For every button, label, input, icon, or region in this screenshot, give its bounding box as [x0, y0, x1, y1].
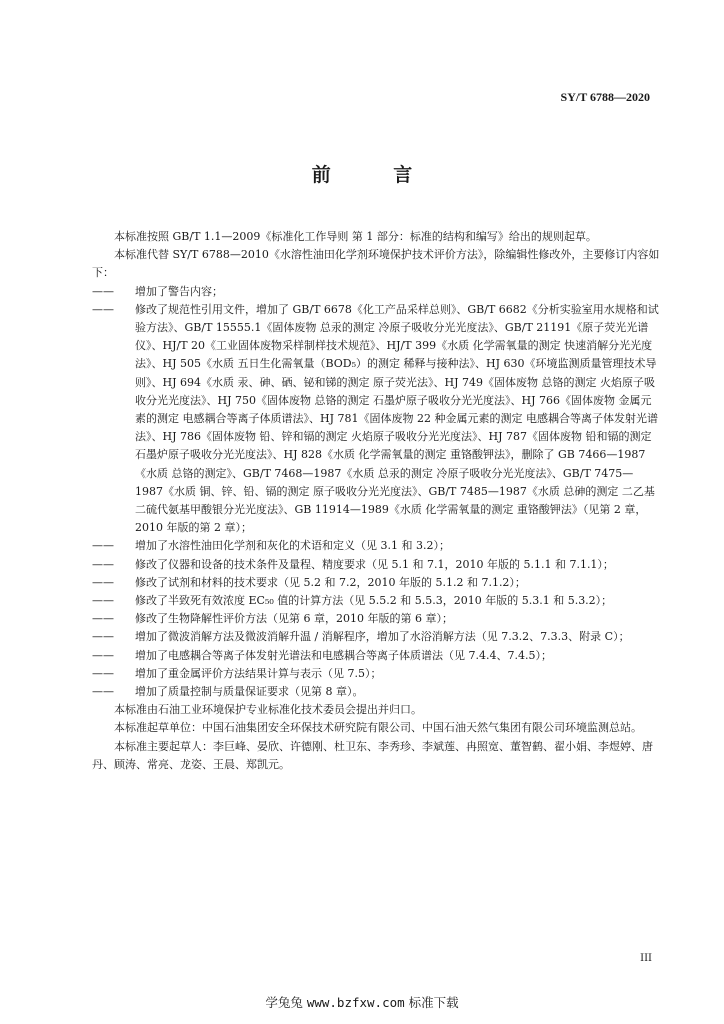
change-item: —— 增加了微波消解方法及微波消解升温 / 消解程序，增加了水浴消解方法（见 7.3.2、7.3.3、附录 C）；: [92, 628, 660, 646]
change-item: —— 修改了试剂和材料的技术要求（见 5.2 和 7.2，2010 年版的 5.1.2 和 7.1.2）；: [92, 574, 660, 592]
change-item: —— 修改了半致死有效浓度 EC₅₀ 值的计算方法（见 5.5.2 和 5.5.3，2010 年版的 5.3.1 和 5.3.2）；: [92, 592, 660, 610]
standard-number: SY/T 6788—2020: [560, 90, 650, 104]
dash-marker: ——: [92, 575, 114, 589]
change-item: —— 增加了电感耦合等离子体发射光谱法和电感耦合等离子体质谱法（见 7.4.4、7.4.5）；: [92, 647, 660, 665]
paragraph-replacement: 本标准代替 SY/T 6788—2010《水溶性油田化学剂环境保护技术评价方法》，除编辑性修改外，主要修订内容如下：: [92, 248, 660, 280]
change-item: —— 增加了水溶性油田化学剂和灰化的术语和定义（见 3.1 和 3.2）；: [92, 537, 660, 555]
footer-watermark: [0, 993, 724, 1011]
dash-marker: ——: [92, 594, 114, 608]
page-title: 前 言: [311, 164, 441, 186]
dash-marker: ——: [92, 284, 114, 298]
page-number: III: [640, 953, 652, 964]
change-item: —— 增加了质量控制与质量保证要求（见第 8 章）。: [92, 683, 660, 701]
footer-tagline: 标准下载: [408, 995, 459, 1010]
change-item: —— 修改了生物降解性评价方法（见第 6 章，2010 年版的第 6 章）；: [92, 610, 660, 628]
paragraph-drafting-units: 本标准起草单位：中国石油集团安全环保技术研究院有限公司、中国石油天然气集团有限公司环境监测总站。: [114, 721, 642, 735]
foreword-body: [92, 228, 660, 774]
change-item: —— 增加了警告内容；: [92, 283, 660, 301]
dash-marker: ——: [92, 648, 114, 662]
dash-marker: ——: [92, 302, 114, 316]
paragraph-drafting-rules: 本标准按照 GB/T 1.1—2009《标准化工作导则 第 1 部分：标准的结构和编写》给出的规则起草。: [114, 230, 597, 243]
dash-marker: ——: [92, 685, 114, 699]
change-list: [92, 283, 660, 702]
dash-marker: ——: [92, 539, 114, 553]
dash-marker: ——: [92, 557, 114, 571]
dash-marker: ——: [92, 666, 114, 680]
paragraph-proposer: 本标准由石油工业环境保护专业标准化技术委员会提出并归口。: [114, 703, 422, 717]
footer-site-name: 学兔兔: [265, 995, 303, 1010]
dash-marker: ——: [92, 630, 114, 644]
change-item: —— 修改了仪器和设备的技术条件及量程、精度要求（见 5.1 和 7.1，2010 年版的 5.1.1 和 7.1.1）；: [92, 556, 660, 574]
footer-url: www.bzfxw.com: [306, 995, 405, 1010]
paragraph-drafters: 本标准主要起草人：李巨峰、晏欣、许德刚、杜卫东、李秀珍、李斌莲、冉照宽、董智鹤、翟小娟、李煜婷、唐丹、顾涛、常亮、龙姿、王晨、郑凯元。: [92, 739, 653, 771]
dash-marker: ——: [92, 612, 114, 626]
change-item: —— 修改了规范性引用文件，增加了 GB/T 6678《化工产品采样总则》、GB/T 6682《分析实验室用水规格和试验方法》、GB/T 15555.1《固体废物 总汞的测定 冷原子吸收分光光度法》、GB/T 21191《原子荧光光谱仪》、HJ/T 20《工业固体废物采样制样技术规范》、HJ/T 399《水质 化学需氧量的测定 快速消解分光光度法》、HJ 505《水质 五日生化需氧量（BOD₅）的测定 稀释与接种法》、HJ 630《环境监测质量管理技术导则》、HJ 694《水质 汞、砷、硒、铋和锑的测定 原子荧光法》、HJ 749《固体废物 总铬的测定 火焰原子吸收分光光度法》、HJ 750《固体废物 总铬的测定 石墨炉原子吸收分光光度法》、HJ 766《固体废物 金属元素的测定 电感耦合等离子体质谱法》、HJ 781《固体废物 22 种金属元素的测定 电感耦合等离子体发射光谱法》、HJ 786《固体废物 铅、锌和镉的测定 火焰原子吸收分光光度法》、HJ 787《固体废物 铅和镉的测定 石墨炉原子吸收分光光度法》、HJ 828《水质 化学需氧量的测定 重铬酸钾法》，删除了 GB 7466—1987《水质 总铬的测定》、GB/T 7468—1987《水质 总汞的测定 冷原子吸收分光光度法》、GB/T 7475—1987《水质 铜、锌、铅、镉的测定 原子吸收分光光度法》、GB/T 7485—1987《水质 总砷的测定 二乙基二硫代氨基甲酸银分光光度法》、GB 11914—1989《水质 化学需氧量的测定 重铬酸钾法》（见第 2 章，2010 年版的第 2 章）；: [92, 302, 659, 535]
change-item: —— 增加了重金属评价方法结果计算与表示（见 7.5）；: [92, 665, 660, 683]
